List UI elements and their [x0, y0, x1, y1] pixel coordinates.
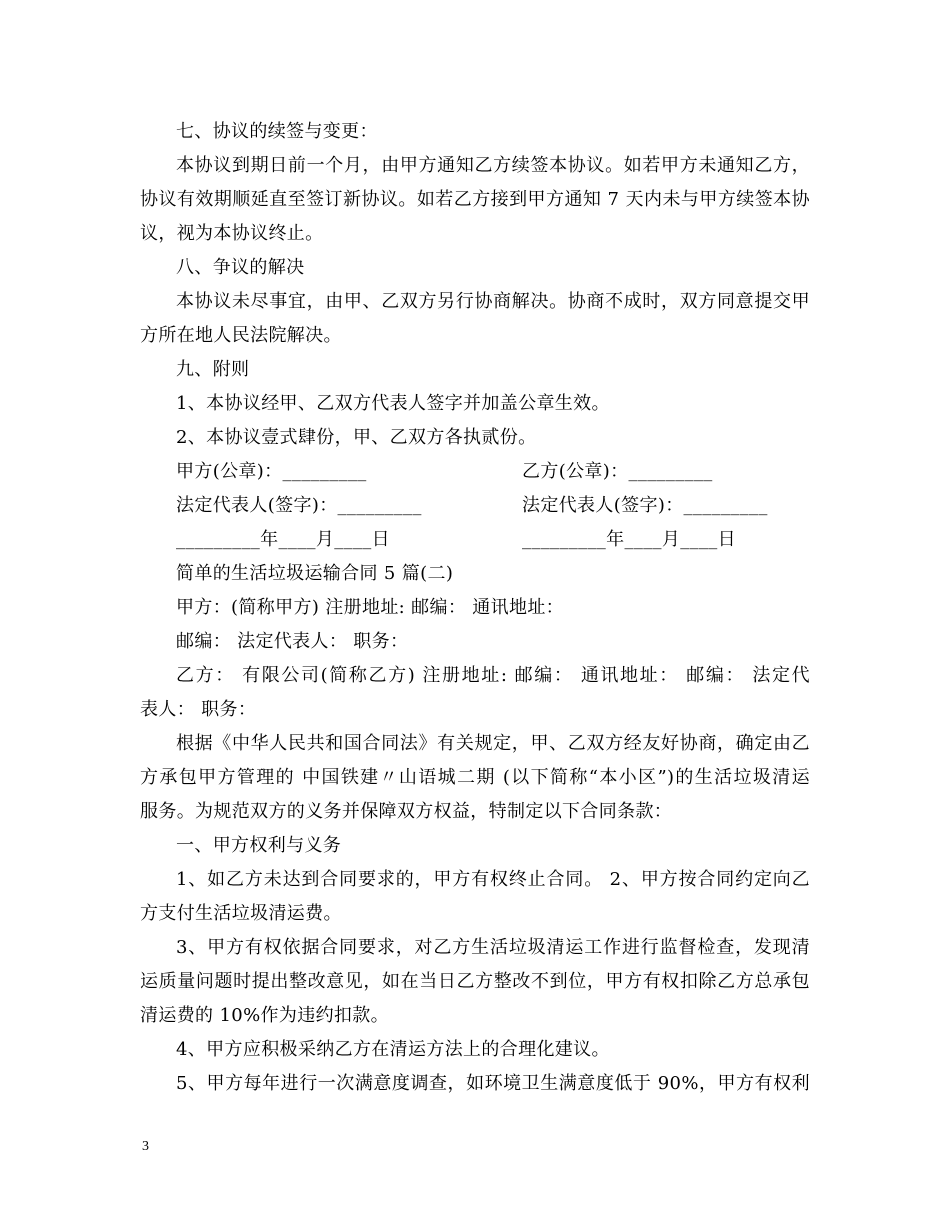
party-a-info: 甲方：(简称甲方) 注册地址: 邮编： 通讯地址：	[176, 597, 565, 618]
document-subtitle: 简单的生活垃圾运输合同 5 篇(二)	[176, 563, 454, 584]
section-heading: 九、附则	[176, 359, 250, 380]
section-heading: 七、协议的续签与变更：	[176, 121, 378, 142]
paragraph-line: 方承包甲方管理的 中国铁建〃山语城二期 (以下简称“本小区”)的生活垃圾清运	[140, 767, 810, 788]
party-b-date-line: _________年____月____日	[522, 529, 736, 550]
paragraph-line: 议，视为本协议终止。	[140, 223, 324, 244]
paragraph-line: 运质量问题时提出整改意见，如在当日乙方整改不到位，甲方有权扣除乙方总承包	[140, 971, 810, 992]
paragraph-line: 本协议到期日前一个月，由甲方通知乙方续签本协议。如若甲方未通知乙方，	[176, 155, 810, 176]
section-heading: 一、甲方权利与义务	[176, 835, 342, 856]
paragraph-line: 方支付生活垃圾清运费。	[140, 903, 342, 924]
party-a-seal-line: 甲方(公章)：_________	[176, 461, 367, 482]
paragraph-line: 清运费的 10%作为违约扣款。	[140, 1005, 389, 1026]
paragraph-line: 4、甲方应积极采纳乙方在清运方法上的合理化建议。	[176, 1039, 610, 1060]
paragraph-line: 根据《中华人民共和国合同法》有关规定，甲、乙双方经友好协商，确定由乙	[176, 733, 810, 754]
page-number: 3	[142, 1139, 149, 1154]
party-a-signature-line: 法定代表人(签字)：_________	[176, 495, 422, 516]
party-b-info: 乙方： 有限公司(简称乙方) 注册地址: 邮编： 通讯地址： 邮编： 法定代	[176, 665, 810, 686]
paragraph-line: 本协议未尽事宜，由甲、乙双方另行协商解决。协商不成时，双方同意提交甲	[176, 291, 810, 312]
party-b-info: 表人： 职务：	[140, 699, 257, 720]
section-heading: 八、争议的解决	[176, 257, 305, 278]
paragraph-line: 1、如乙方未达到合同要求的，甲方有权终止合同。 2、甲方按合同约定向乙	[176, 869, 810, 890]
paragraph-line: 1、本协议经甲、乙双方代表人签字并加盖公章生效。	[176, 393, 610, 414]
party-b-signature-line: 法定代表人(签字)：_________	[522, 495, 768, 516]
paragraph-line: 2、本协议壹式肆份，甲、乙双方各执贰份。	[176, 427, 537, 448]
paragraph-line: 方所在地人民法院解决。	[140, 325, 342, 346]
party-b-seal-line: 乙方(公章)：_________	[522, 461, 713, 482]
paragraph-line: 5、甲方每年进行一次满意度调查，如环境卫生满意度低于 90%，甲方有权利	[176, 1073, 810, 1094]
party-a-info: 邮编： 法定代表人： 职务：	[176, 631, 409, 652]
paragraph-line: 3、甲方有权依据合同要求，对乙方生活垃圾清运工作进行监督检查，发现清	[176, 937, 810, 958]
paragraph-line: 服务。为规范双方的义务并保障双方权益，特制定以下合同条款：	[140, 801, 673, 822]
party-a-date-line: _________年____月____日	[176, 529, 390, 550]
paragraph-line: 协议有效期顺延直至签订新协议。如若乙方接到甲方通知 7 天内未与甲方续签本协	[140, 189, 810, 210]
